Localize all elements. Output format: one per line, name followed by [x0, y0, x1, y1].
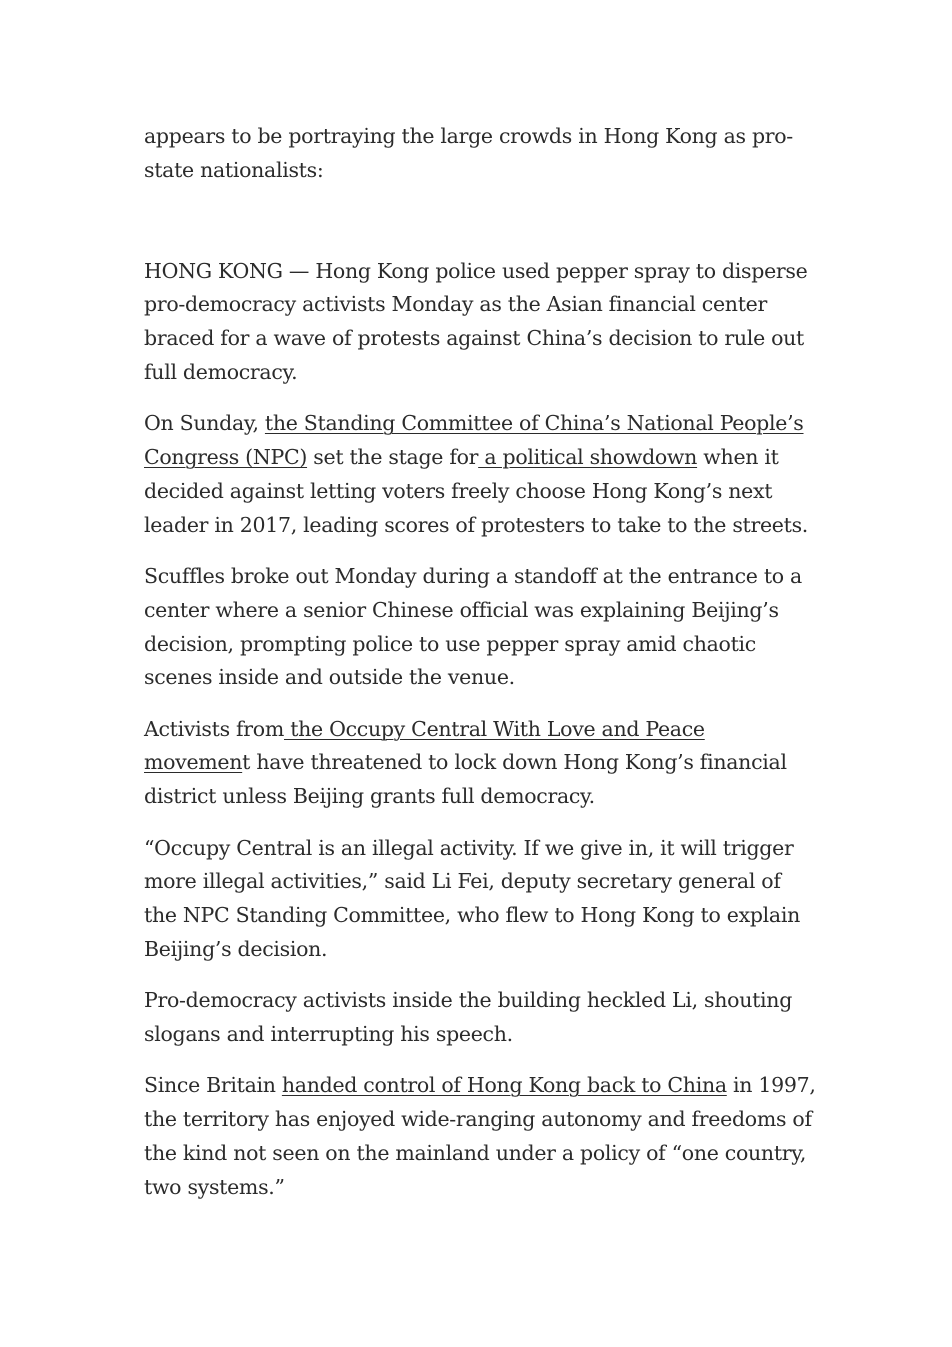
- paragraph-4-text-2: t have threatened to lock down Hong Kong’s financial district unless Beijing grants full democracy.: [144, 750, 787, 809]
- article-body: [144, 120, 816, 1222]
- handover-link[interactable]: handed control of Hong Kong back to China: [281, 1073, 727, 1098]
- paragraph-4: [144, 713, 816, 814]
- paragraph-2-text-1: On Sunday,: [144, 411, 265, 436]
- political-showdown-link[interactable]: a political showdown: [478, 445, 698, 470]
- paragraph-2-text-3: when it decided against letting voters freely choose Hong Kong’s next leader in 2017, leading scores of protesters to take to the streets.: [144, 445, 809, 537]
- paragraph-1: HONG KONG — Hong Kong police used pepper spray to disperse pro-democracy activists Monday as the Asian financial center braced for a wave of protests against China’s decision to rule out full democracy.: [144, 258, 808, 384]
- paragraph-4-text-1: Activists from: [144, 716, 284, 741]
- paragraph-7-text-1: Since Britain: [144, 1073, 282, 1098]
- intro-paragraph: appears to be portraying the large crowds in Hong Kong as pro-state nationalists:: [144, 124, 793, 182]
- paragraph-2-text-2: set the stage for: [307, 445, 479, 470]
- paragraph-6: Pro-democracy activists inside the building heckled Li, shouting slogans and interrupting his speech.: [144, 988, 793, 1047]
- paragraph-7: [144, 1069, 816, 1204]
- paragraph-2: [144, 407, 816, 542]
- paragraph-5: “Occupy Central is an illegal activity. If we give in, it will trigger more illegal activities,” said Li Fei, deputy secretary general of the NPC Standing Committee, who flew to Hong Kong to explain Beijing’s decision.: [144, 835, 800, 961]
- paragraph-3: Scuffles broke out Monday during a standoff at the entrance to a center where a senior Chinese official was explaining Beijing’s decision, prompting police to use pepper spray amid chaotic scenes inside and outside the venue.: [144, 563, 802, 690]
- occupy-central-link[interactable]: the Occupy Central With Love and Peace movemen: [144, 716, 705, 775]
- paragraph-7-text-2: in 1997, the territory has enjoyed wide-ranging autonomy and freedoms of the kind not seen on the mainland under a policy of “one country, two systems.”: [144, 1073, 816, 1199]
- npc-standing-committee-link[interactable]: the Standing Committee of China’s National People’s Congress (NPC): [144, 411, 804, 470]
